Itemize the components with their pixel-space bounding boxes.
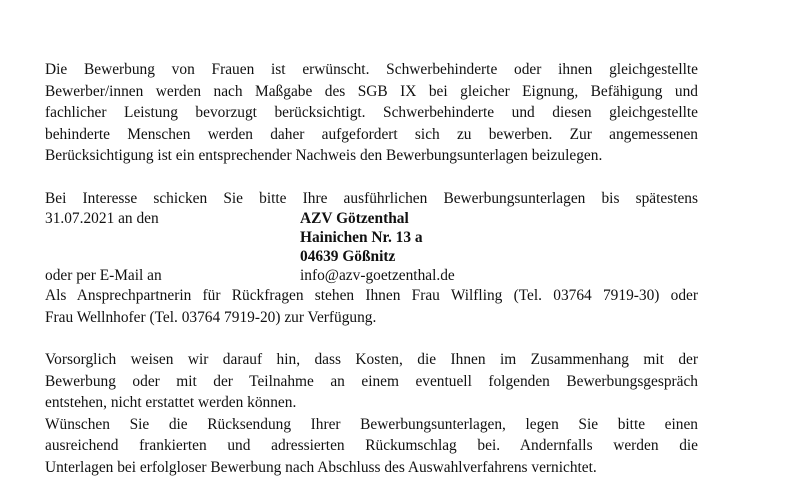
- email-address: info@azv-goetzenthal.de: [300, 267, 455, 284]
- spacer: [45, 328, 698, 349]
- empty-cell: [45, 228, 300, 247]
- text-line: Frau Wellnhofer (Tel. 03764 7919-20) zur Verfügung.: [45, 308, 377, 326]
- text-line: entstehen, nicht erstattet werden können.: [45, 394, 297, 411]
- recipient-city: 04639 Gößnitz: [300, 248, 396, 265]
- recipient-name: AZV Götzenthal: [300, 210, 409, 227]
- address-row-city: [45, 247, 698, 266]
- deadline-label: 31.07.2021 an den: [45, 210, 159, 227]
- address-row-name: [45, 209, 698, 228]
- document-page: [45, 59, 698, 478]
- text-line: behinderte Menschen werden daher aufgefordert sich zu bewerben. Zur angemessenen: [45, 125, 698, 143]
- contact-paragraph: [45, 285, 698, 328]
- email-label: oder per E-Mail an: [45, 267, 162, 284]
- paragraph-costs: [45, 349, 698, 414]
- text-line: ausreichend frankierten und adressierten Rückumschlag bei. Andernfalls werden die: [45, 437, 698, 454]
- text-line: Bewerbung oder mit der Teilnahme an einem eventuell folgenden Bewerbungsgespräch: [45, 372, 698, 390]
- text-line: fachlicher Leistung bevorzugt berücksichtigt. Schwerbehinderte und diesen gleichgestellte: [45, 104, 698, 121]
- text-line: Die Bewerbung von Frauen ist erwünscht. Schwerbehinderte oder ihnen gleichgestellte: [45, 61, 698, 78]
- text-line: Bewerber/innen werden nach Maßgabe des SGB IX bei gleicher Eignung, Befähigung und: [45, 82, 698, 100]
- paragraph-return: [45, 414, 698, 479]
- spacer: [45, 167, 698, 188]
- recipient-street: Hainichen Nr. 13 a: [300, 229, 423, 246]
- application-block: [45, 188, 698, 329]
- empty-cell: [45, 247, 300, 266]
- text-line: Unterlagen bei erfolgloser Bewerbung nach Abschluss des Auswahlverfahrens vernichtet.: [45, 458, 597, 476]
- text-line: Als Ansprechpartnerin für Rückfragen stehen Ihnen Frau Wilfling (Tel. 03764 7919-30) oder: [45, 287, 698, 304]
- text-line: Vorsorglich weisen wir darauf hin, dass Kosten, die Ihnen im Zusammenhang mit der: [45, 351, 698, 368]
- address-row-street: [45, 228, 698, 247]
- text-line: Wünschen Sie die Rücksendung Ihrer Bewerbungsunterlagen, legen Sie bitte einen: [45, 415, 698, 433]
- text-line: Berücksichtigung ist ein entsprechender Nachweis den Bewerbungsunterlagen beizulegen.: [45, 147, 603, 164]
- text-line: Bei Interesse schicken Sie bitte Ihre ausführlichen Bewerbungsunterlagen bis spätestens: [45, 189, 698, 207]
- application-intro: [45, 188, 698, 210]
- email-row: [45, 266, 698, 285]
- paragraph-equal-opportunity: [45, 59, 698, 167]
